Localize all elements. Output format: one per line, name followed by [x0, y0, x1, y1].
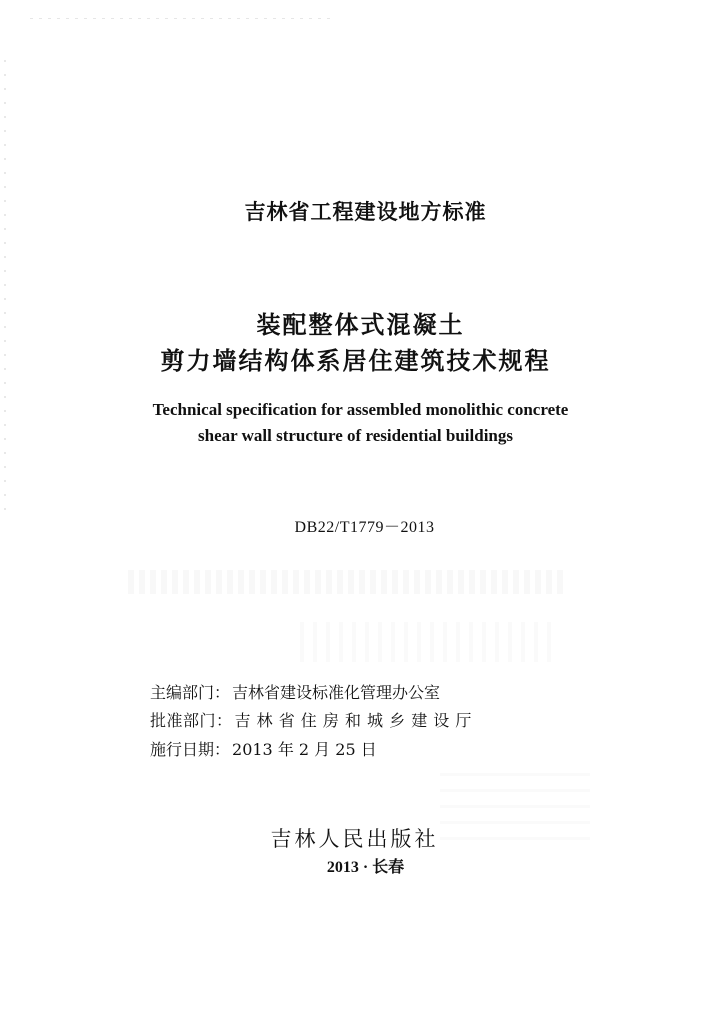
info-value: 吉 林 省 住 房 和 城 乡 建 设 厅 [234, 711, 472, 730]
scan-edge-mark-top [30, 18, 330, 19]
title-cn-line-2: 剪力墙结构体系居住建筑技术规程 [160, 347, 551, 375]
standard-series-heading: 吉林省工程建设地方标准 [244, 200, 487, 224]
publisher-name: 吉林人民出版社 [270, 827, 439, 851]
title-cn-line-1: 装配整体式混凝土 [256, 311, 465, 339]
info-label: 施行日期： [150, 740, 231, 759]
info-value: 2013 年 2 月 25 日 [232, 740, 377, 759]
info-label: 批准部门： [150, 711, 233, 730]
info-label: 主编部门： [150, 683, 231, 702]
standard-code: DB22/T1779－2013 [294, 519, 435, 536]
publication-year-city: 2013 · 长春 [326, 859, 405, 876]
info-editor-department [150, 680, 440, 703]
info-value: 吉林省建设标准化管理办公室 [232, 683, 441, 702]
bleed-through-noise [128, 570, 568, 594]
bleed-through-noise-2 [300, 622, 560, 662]
title-en-line-2: shear wall structure of residential buildings [198, 426, 513, 445]
info-effective-date [150, 737, 377, 760]
scan-edge-mark-left [4, 60, 6, 520]
title-en-line-1: Technical specification for assembled monolithic concrete [152, 400, 569, 419]
info-approval-department [150, 708, 472, 731]
